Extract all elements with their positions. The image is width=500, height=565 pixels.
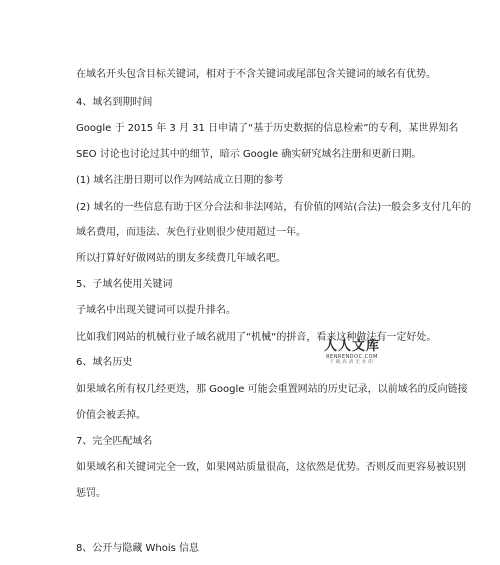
paragraph-text: 域名费用，而违法、灰色行业则很少使用超过一年。 xyxy=(76,227,306,238)
list-item: (2) 域名的一些信息有助于区分合法和非法网站，有价值的网站(合法)一般会多支付几年的 xyxy=(76,202,472,213)
section-heading: 7、完全匹配域名 xyxy=(76,436,153,447)
paragraph-text: 比如我们网站的机械行业子域名就用了“机械“的拼音，看来这种做法有一定好处。 xyxy=(76,332,437,343)
watermark-subtitle: 下载高清无水印 xyxy=(329,360,375,365)
section-heading: 4、域名到期时间 xyxy=(76,97,153,108)
paragraph-text: 价值会被丢掉。 xyxy=(76,410,146,421)
list-item: (1) 域名注册日期可以作为网站成立日期的参考 xyxy=(76,175,284,186)
watermark-url: RENRENDOC.COM xyxy=(326,354,378,360)
paragraph-text: 在域名开头包含目标关键词，相对于不含关键词或尾部包含关键词的域名有优势。 xyxy=(76,69,436,80)
paragraph-text: SEO 讨论也讨论过其中的细节，暗示 Google 确实研究域名注册和更新日期。 xyxy=(76,149,422,160)
paragraph-text: 如果域名所有权几经更迭，那 Google 可能会重置网站的历史记录，以前域名的反向链接 xyxy=(76,384,468,395)
paragraph-text: 如果域名和关键词完全一致，如果网站质量很高，这依然是优势。否则反而更容易被识别 xyxy=(76,462,466,473)
paragraph-text: 所以打算好好做网站的朋友多续费几年域名吧。 xyxy=(76,253,286,264)
paragraph-text: 惩罚。 xyxy=(76,488,106,499)
paragraph-text: Google 于 2015 年 3 月 31 日申请了“基于历史数据的信息检索”的专利，某世界知名 xyxy=(76,123,459,134)
watermark-title: 人人文库 xyxy=(323,339,380,354)
section-heading: 6、域名历史 xyxy=(76,357,133,368)
section-heading: 8、公开与隐藏 Whois 信息 xyxy=(76,543,200,554)
paragraph-text: 子域名中出现关键词可以提升排名。 xyxy=(76,305,236,316)
watermark-logo xyxy=(322,340,382,366)
section-heading: 5、子域名使用关键词 xyxy=(76,279,173,290)
